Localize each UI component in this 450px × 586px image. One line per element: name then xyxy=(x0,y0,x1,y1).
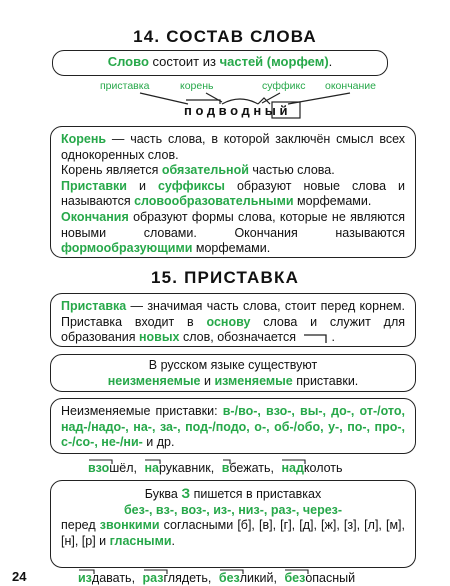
term-word-forming: словообразовательными xyxy=(134,194,294,209)
text: приставки. xyxy=(292,373,359,388)
term-changeable: изменяемые xyxy=(214,373,293,388)
rule-line-3 xyxy=(61,518,405,549)
text: согласными [б], [в], [г], [д], [ж], [з], [л], [м], [н], [р] и xyxy=(61,518,405,548)
prefix-mark-icon xyxy=(302,332,330,344)
prefix-mark-icon xyxy=(222,458,232,464)
term-suffixes: суффиксы xyxy=(157,178,225,193)
page-number: 24 xyxy=(12,569,27,584)
example-prefix: из xyxy=(78,571,92,585)
text: Буква xyxy=(144,487,182,501)
prefix-list: в-/во-, взо-, вы-, до-, от-/ото, над-/надо-, на-, за-, под-/подо, о-, об-/обо, у-, по-, про-, с-/со-, не-/ни- xyxy=(61,404,405,450)
example-rest: ликий, xyxy=(239,571,277,585)
example-item xyxy=(222,461,274,475)
term-required: обязательной xyxy=(161,163,249,178)
prefix-mark-icon xyxy=(281,458,307,464)
text: перед xyxy=(61,518,100,533)
term-new: новых xyxy=(139,330,180,345)
text: . xyxy=(171,533,176,548)
term-voiced: звонкими xyxy=(99,518,160,533)
term-prefix: Приставка xyxy=(61,299,127,313)
text: — часть слова, в которой заключён смысл всех однокоренных слов. xyxy=(61,132,405,162)
example-item xyxy=(88,461,137,475)
example-rest: бежать, xyxy=(229,461,274,475)
text: и xyxy=(200,373,215,388)
text: состоит из xyxy=(148,54,220,69)
section-14-title: 14. СОСТАВ СЛОВА xyxy=(133,27,317,46)
morphemes-explanation-box xyxy=(50,126,416,258)
text: Неизменяемые приставки: xyxy=(61,404,223,418)
prefix-mark-icon xyxy=(284,568,310,574)
text: образуют новые слова и называются xyxy=(61,178,406,209)
examples-row-1 xyxy=(88,461,343,475)
example-prefix: взо xyxy=(88,461,110,475)
example-item xyxy=(219,571,277,585)
text: Корень является xyxy=(61,163,162,178)
example-item xyxy=(144,461,214,475)
example-prefix: без xyxy=(284,571,306,585)
text: морфемами. xyxy=(192,241,271,256)
term-stem: основу xyxy=(206,314,251,329)
text: В русском языке существуют xyxy=(148,358,318,372)
example-item xyxy=(281,461,342,475)
example-prefix: раз xyxy=(142,571,164,585)
prefix-definition-box xyxy=(50,293,416,347)
example-rest: опасный xyxy=(305,571,356,585)
prefix-mark-icon xyxy=(143,568,169,574)
text: слова и служит для образования xyxy=(61,314,406,345)
term-form-building: формообразующими xyxy=(61,241,193,256)
text: . xyxy=(328,54,333,69)
term-word: Слово xyxy=(107,54,149,69)
example-item xyxy=(78,571,135,585)
label-ending: окончание xyxy=(325,80,377,92)
text: частью слова. xyxy=(248,163,335,178)
example-rest: глядеть, xyxy=(163,571,212,585)
label-root: корень xyxy=(180,80,214,92)
prefix-mark-icon xyxy=(78,568,96,574)
label-prefix: приставка xyxy=(100,80,150,92)
term-vowels: гласными xyxy=(109,533,172,548)
term-root: Корень xyxy=(61,132,107,146)
letter-z: З xyxy=(181,485,191,501)
text: — значимая часть слова, стоит перед корнем. Приставка входит в xyxy=(61,299,405,329)
term-morphemes: частей (морфем) xyxy=(219,54,329,69)
label-suffix: суффикс xyxy=(262,80,306,92)
rule-line-1 xyxy=(61,486,405,503)
rule-line-2 xyxy=(61,503,405,519)
text: . xyxy=(331,330,336,345)
prefix-mark-icon xyxy=(219,568,245,574)
example-item xyxy=(143,571,212,585)
letter-z-rule-box xyxy=(50,480,416,568)
example-prefix: над xyxy=(281,461,304,475)
prefix-mark-icon xyxy=(88,458,114,464)
text: слов, обозначается xyxy=(179,330,297,345)
prefix-types-box xyxy=(50,354,416,392)
z-prefix-list: без-, вз-, воз-, из-, низ-, раз-, через- xyxy=(123,502,343,517)
example-rest: шёл, xyxy=(109,461,137,475)
example-prefix: на xyxy=(144,461,159,475)
example-word: подводный xyxy=(184,103,292,118)
examples-row-2 xyxy=(78,571,355,585)
text: и xyxy=(126,178,158,193)
prefix-mark-icon xyxy=(144,458,162,464)
example-item xyxy=(284,571,355,585)
text: образуют формы слова, которые не являются новыми словами. Окончания называются xyxy=(61,209,405,240)
example-rest: давать, xyxy=(91,571,136,585)
unchangeable-prefixes-box xyxy=(50,398,416,454)
term-unchangeable: неизменяемые xyxy=(107,373,201,388)
text: пишется в приставках xyxy=(190,487,322,501)
section-15-title: 15. ПРИСТАВКА xyxy=(150,268,300,287)
text: морфемами. xyxy=(293,194,372,209)
example-prefix: в xyxy=(221,461,230,475)
example-rest: рукавник, xyxy=(158,461,215,475)
text: и др. xyxy=(142,435,175,450)
term-endings: Окончания xyxy=(61,209,129,224)
term-prefixes: Приставки xyxy=(61,178,127,193)
example-rest: колоть xyxy=(303,461,343,475)
example-prefix: без xyxy=(218,571,240,585)
